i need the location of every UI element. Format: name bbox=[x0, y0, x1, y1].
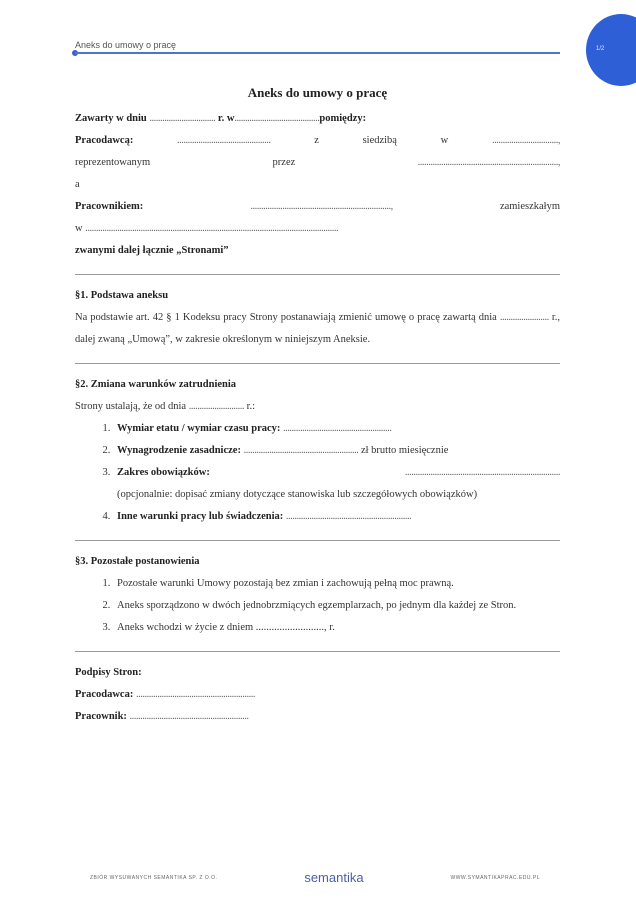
residence-line bbox=[75, 218, 560, 240]
section1-title: §1. Podstawa aneksu bbox=[75, 290, 169, 301]
section1-text bbox=[75, 307, 560, 351]
signatures-title: Podpisy Stron: bbox=[75, 667, 142, 678]
represented-by: przez bbox=[272, 157, 296, 168]
item-blank: ......................................................................... bbox=[404, 467, 560, 478]
employer-seat-w: w bbox=[440, 135, 449, 146]
page-footer bbox=[90, 870, 540, 885]
list-item bbox=[113, 506, 560, 528]
employer-seat-z: z bbox=[314, 135, 319, 146]
employee-signature-label: Pracownik: bbox=[75, 711, 127, 722]
footer-logo: semantika bbox=[304, 870, 364, 885]
employer-blank: ............................................ bbox=[177, 135, 271, 146]
item-label: Wymiar etatu / wymiar czasu pracy: bbox=[117, 423, 281, 434]
residence-blank: ....................................................................................................................... bbox=[85, 223, 339, 234]
employer-signature-blank: ........................................................ bbox=[135, 689, 255, 700]
divider bbox=[75, 274, 560, 275]
section2-intro bbox=[75, 396, 560, 418]
residence-prefix: w bbox=[75, 223, 83, 234]
employee-residing-label: zamieszkałym bbox=[499, 201, 560, 212]
item-note: (opcjonalnie: dopisać zmiany dotyczące stanowiska lub szczegółowych obowiązków) bbox=[117, 489, 478, 500]
list-item bbox=[113, 418, 560, 440]
header-rule bbox=[75, 52, 560, 54]
employer-signature-line bbox=[75, 684, 560, 706]
concluded-on-label: Zawarty w dniu bbox=[75, 113, 147, 124]
section2-title: §2. Zmiana warunków zatrudnienia bbox=[75, 379, 237, 390]
employer-line bbox=[75, 130, 560, 152]
section1-text-b: r., dalej zwaną „Umową”, w zakresie określonym w niniejszym Aneksie. bbox=[75, 312, 561, 345]
intro-line-date bbox=[75, 108, 560, 130]
employer-label: Pracodawcą: bbox=[75, 135, 134, 146]
divider bbox=[75, 651, 560, 652]
place-prefix: r. w bbox=[217, 113, 235, 124]
header-title: Aneks do umowy o pracę bbox=[75, 40, 177, 50]
list-item bbox=[113, 462, 560, 506]
employer-signature-label: Pracodawca: bbox=[75, 689, 134, 700]
document-body bbox=[75, 82, 560, 728]
employer-seat-word: siedzibą bbox=[362, 135, 397, 146]
section2-list bbox=[75, 418, 560, 528]
date-blank: ............................... bbox=[149, 113, 216, 124]
place-blank: ........................................ bbox=[234, 113, 320, 124]
page-tab-label: 1/2 bbox=[596, 46, 605, 52]
represented-blank: .................................................................., bbox=[417, 157, 560, 168]
item-blank: ...................................................... bbox=[243, 445, 359, 456]
list-item: 3. Aneks wchodzi w życie z dniem .........................., r. bbox=[113, 617, 560, 639]
footer-left: ZBIÓR WYSUWANYCH SEMANTIKA SP. Z O.O. bbox=[90, 874, 218, 881]
employee-label: Pracownikiem: bbox=[75, 201, 144, 212]
list-item: 2. Aneks sporządzono w dwóch jednobrzmiących egzemplarzach, po jednym dla każdej ze Stron. bbox=[113, 595, 560, 617]
section3-list bbox=[75, 573, 560, 639]
item-blank: ................................................... bbox=[283, 423, 392, 434]
employer-seat-blank: ..............................., bbox=[491, 135, 560, 146]
between-label: pomiędzy: bbox=[319, 113, 367, 124]
item-suffix: zł brutto miesięcznie bbox=[360, 445, 449, 456]
document-title: Aneks do umowy o pracę bbox=[247, 85, 388, 100]
section2-date-blank: .......................... bbox=[188, 401, 244, 412]
section1-date-blank: ....................... bbox=[499, 312, 549, 323]
employee-signature-blank: ........................................................ bbox=[129, 711, 249, 722]
divider bbox=[75, 540, 560, 541]
section2-intro-a: Strony ustalają, że od dnia bbox=[75, 401, 187, 412]
represented-line bbox=[75, 152, 560, 174]
section3-title: §3. Pozostałe postanowienia bbox=[75, 556, 200, 567]
employee-line bbox=[75, 196, 560, 218]
item-label: 3. Zakres obowiązków: bbox=[117, 467, 210, 478]
divider bbox=[75, 363, 560, 364]
footer-right: WWW.SYMANTIKAPRAC.EDU.PL bbox=[450, 874, 540, 881]
item-label: Wynagrodzenie zasadnicze: bbox=[117, 445, 241, 456]
page-tab bbox=[586, 14, 636, 86]
employee-signature-line bbox=[75, 706, 560, 728]
item-label: Inne warunki pracy lub świadczenia: bbox=[117, 511, 284, 522]
employee-blank: .................................................................., bbox=[250, 201, 393, 212]
list-item: 1. Pozostałe warunki Umowy pozostają bez zmian i zachowują pełną moc prawną. bbox=[113, 573, 560, 595]
section2-intro-b: r.: bbox=[246, 401, 256, 412]
parties-definition: zwanymi dalej łącznie „Stronami” bbox=[75, 245, 229, 256]
item-blank: ........................................................... bbox=[285, 511, 412, 522]
and-line: a bbox=[75, 179, 80, 190]
section1-text-a: Na podstawie art. 42 § 1 Kodeksu pracy Strony postanawiają zmienić umowę o pracę zawartą dnia bbox=[75, 312, 497, 323]
represented-label: reprezentowanym bbox=[75, 157, 151, 168]
list-item bbox=[113, 440, 560, 462]
